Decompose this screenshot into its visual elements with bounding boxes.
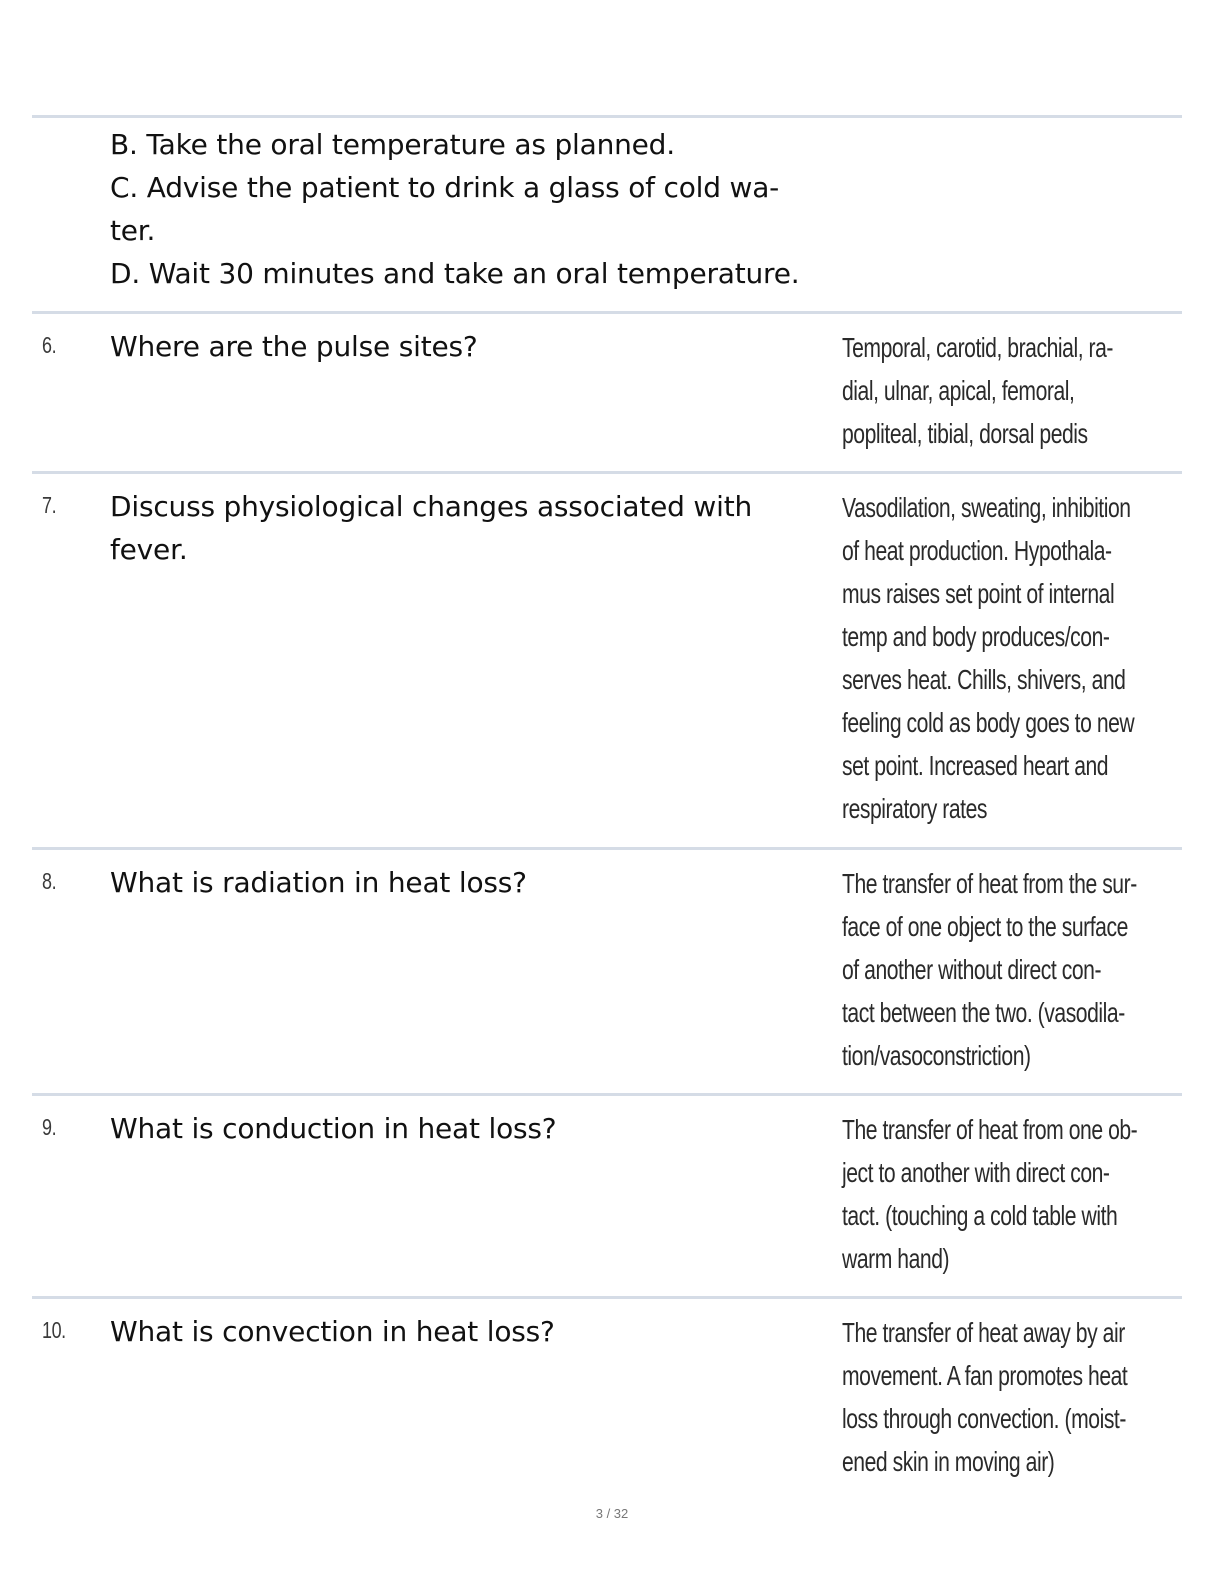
answer-line: The transfer of heat away by air bbox=[842, 1317, 1125, 1348]
answer bbox=[842, 486, 1144, 830]
question bbox=[110, 1107, 830, 1150]
answer-line: respiratory rates bbox=[842, 793, 988, 824]
option-line: C. Advise the patient to drink a glass of cold wa- bbox=[110, 171, 780, 204]
option-line: D. Wait 30 minutes and take an oral temperature. bbox=[110, 257, 800, 290]
answer-line: Vasodilation, sweating, inhibition bbox=[842, 492, 1131, 523]
answer-line: ened skin in moving air) bbox=[842, 1446, 1055, 1477]
answer-line: ject to another with direct con- bbox=[842, 1157, 1110, 1188]
answer-line: The transfer of heat from one ob- bbox=[842, 1114, 1138, 1145]
answer bbox=[842, 1108, 1144, 1280]
answer bbox=[842, 1311, 1144, 1483]
question-line: What is radiation in heat loss? bbox=[110, 866, 527, 899]
answer-line: The transfer of heat from the sur- bbox=[842, 868, 1137, 899]
question bbox=[110, 1310, 830, 1353]
card-number: 6. bbox=[42, 332, 57, 358]
question bbox=[110, 485, 830, 571]
question-options bbox=[110, 123, 830, 295]
card-7 bbox=[32, 471, 1182, 847]
answer-line: temp and body produces/con- bbox=[842, 621, 1110, 652]
question-line: fever. bbox=[110, 533, 188, 566]
answer-line: serves heat. Chills, shivers, and bbox=[842, 664, 1126, 695]
answer-line: popliteal, tibial, dorsal pedis bbox=[842, 418, 1088, 449]
question bbox=[110, 325, 830, 368]
card-number: 9. bbox=[42, 1114, 57, 1140]
answer-line: of heat production. Hypothala- bbox=[842, 535, 1112, 566]
page-indicator: 3 / 32 bbox=[595, 1506, 629, 1521]
answer bbox=[842, 862, 1144, 1077]
answer-line: tact. (touching a cold table with bbox=[842, 1200, 1118, 1231]
question-line: Discuss physiological changes associated with bbox=[110, 490, 753, 523]
option-line: ter. bbox=[110, 214, 156, 247]
answer-line: tion/vasoconstriction) bbox=[842, 1040, 1031, 1071]
flashcard-sheet bbox=[32, 115, 1182, 1496]
question-line: Where are the pulse sites? bbox=[110, 330, 478, 363]
answer-line: mus raises set point of internal bbox=[842, 578, 1115, 609]
answer bbox=[842, 326, 1144, 455]
answer-line: feeling cold as body goes to new bbox=[842, 707, 1135, 738]
card-number: 10. bbox=[42, 1317, 66, 1343]
answer-line: set point. Increased heart and bbox=[842, 750, 1109, 781]
question bbox=[110, 861, 830, 904]
answer-line: of another without direct con- bbox=[842, 954, 1102, 985]
card-10 bbox=[32, 1296, 1182, 1496]
card-8 bbox=[32, 847, 1182, 1093]
card-6 bbox=[32, 311, 1182, 471]
answer-line: dial, ulnar, apical, femoral, bbox=[842, 375, 1075, 406]
option-line: B. Take the oral temperature as planned. bbox=[110, 128, 675, 161]
card-number: 8. bbox=[42, 868, 57, 894]
answer-line: warm hand) bbox=[842, 1243, 950, 1274]
answer-line: face of one object to the surface bbox=[842, 911, 1128, 942]
answer-line: tact between the two. (vasodila- bbox=[842, 997, 1125, 1028]
answer-line: loss through convection. (moist- bbox=[842, 1403, 1126, 1434]
question-line: What is convection in heat loss? bbox=[110, 1315, 555, 1348]
answer-line: Temporal, carotid, brachial, ra- bbox=[842, 332, 1114, 363]
question-line: What is conduction in heat loss? bbox=[110, 1112, 557, 1145]
card-5-continuation bbox=[32, 115, 1182, 311]
answer-line: movement. A fan promotes heat bbox=[842, 1360, 1128, 1391]
card-number: 7. bbox=[42, 492, 57, 518]
card-9 bbox=[32, 1093, 1182, 1296]
